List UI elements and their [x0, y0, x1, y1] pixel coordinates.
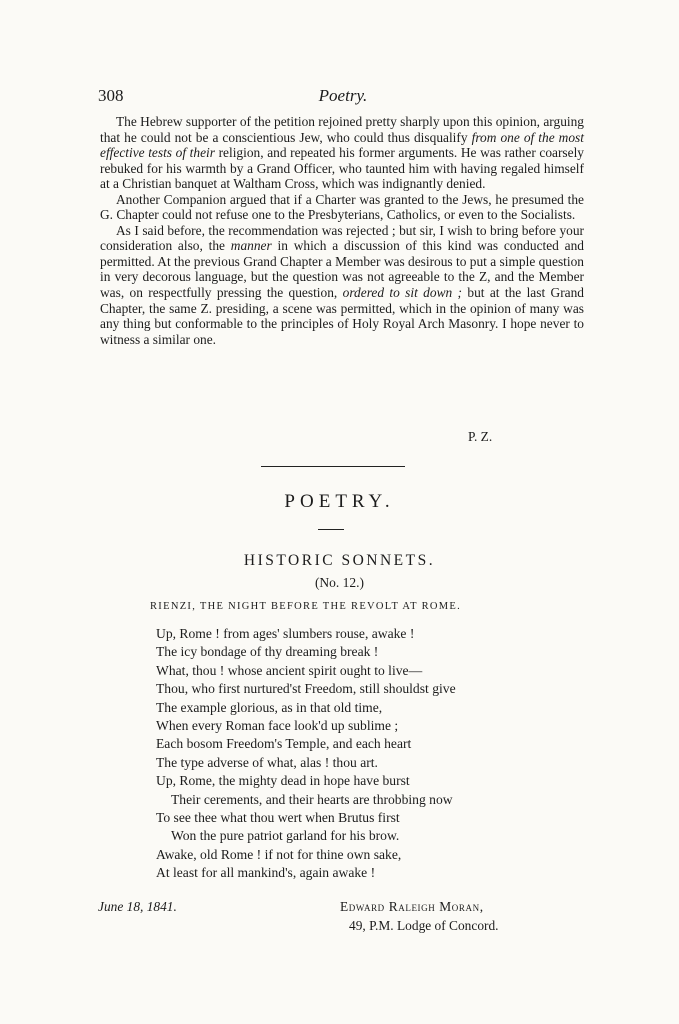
text-run: religion, and repeated his former arguments. He was rather coarsely rebuked for his warmth by a Grand Officer, who taunted him with having regaled himself at a Christian banquet at Waltham Cross, which was indignantly denied. [100, 145, 585, 192]
sonnet-subtitle: RIENZI, THE NIGHT BEFORE THE REVOLT AT ROME. [150, 601, 462, 612]
paragraph [100, 192, 584, 223]
poem-author: Edward Raleigh Moran, [340, 899, 484, 914]
poem-line: Their cerements, and their hearts are throbbing now [171, 791, 453, 807]
letter-body [100, 114, 584, 347]
text-run: but at the last Grand Chapter, the same Z. presiding, a scene was permitted, which in the opinion of many was any thing but conformable to the principles of Holy Royal Arch Masonry. I hope never to witness a similar one. [100, 285, 584, 347]
poem-line: When every Roman face look'd up sublime ; [156, 717, 399, 733]
title-divider [318, 529, 344, 530]
poem-date: June 18, 1841. [98, 899, 177, 914]
poem-line: Up, Rome, the mighty dead in hope have burst [156, 773, 410, 789]
poem-line: Won the pure patriot garland for his brow. [171, 828, 400, 844]
poem-line: Awake, old Rome ! if not for thine own sake, [156, 846, 402, 862]
text-run: from one of the most effective tests of their [100, 129, 584, 161]
poem-line: At least for all mankind's, again awake ! [156, 865, 376, 881]
text-run: The Hebrew supporter of the petition rejoined pretty sharply upon this opinion, arguing that he could not be a conscientious Jew, who could thus disqualify [100, 114, 584, 145]
text-run: Another Companion argued that if a Charter was granted to the Jews, he presumed the G. Chapter could not refuse one to the Presbyterians, Catholics, or even to the Socialists. [100, 191, 584, 223]
section-title: POETRY. [284, 491, 395, 512]
poem-line: Thou, who first nurtured'st Freedom, still shouldst give [156, 681, 456, 697]
paragraph [100, 114, 584, 192]
poem-line: What, thou ! whose ancient spirit ought to live— [156, 662, 423, 678]
paragraph [100, 223, 584, 347]
poem-line: To see thee what thou wert when Brutus first [156, 809, 400, 825]
page-header [98, 86, 588, 108]
poem-line: The example glorious, as in that old time, [156, 699, 383, 715]
letter-signature: P. Z. [468, 429, 493, 444]
sonnet-body [156, 625, 456, 882]
text-run: manner [230, 238, 272, 254]
author-lodge: 49, P.M. Lodge of Concord. [349, 918, 499, 933]
text-run: As I said before, the recommendation was rejected ; but sir, I wish to bring before your consideration also, the [100, 222, 584, 254]
poem-line: Each bosom Freedom's Temple, and each heart [156, 736, 412, 752]
section-divider [261, 466, 405, 467]
poem-line: Up, Rome ! from ages' slumbers rouse, awake ! [156, 626, 415, 641]
text-run: in which a discussion of this kind was conducted and permitted. At the previous Grand Chapter a Member was desirous to put a simple question in very decorous language, but the question was not agreeable to the Z, and the Member was, on respectfully pressing the question, [100, 238, 584, 301]
poem-line: The icy bondage of thy dreaming break ! [156, 644, 379, 660]
page-number: 308 [98, 86, 124, 105]
sonnet-number: (No. 12.) [314, 575, 365, 590]
poem-line: The type adverse of what, alas ! thou art. [156, 754, 378, 770]
sonnet-series-title: HISTORIC SONNETS. [243, 552, 436, 569]
text-run: ordered to sit down ; [342, 285, 463, 301]
running-title: Poetry. [318, 86, 368, 105]
